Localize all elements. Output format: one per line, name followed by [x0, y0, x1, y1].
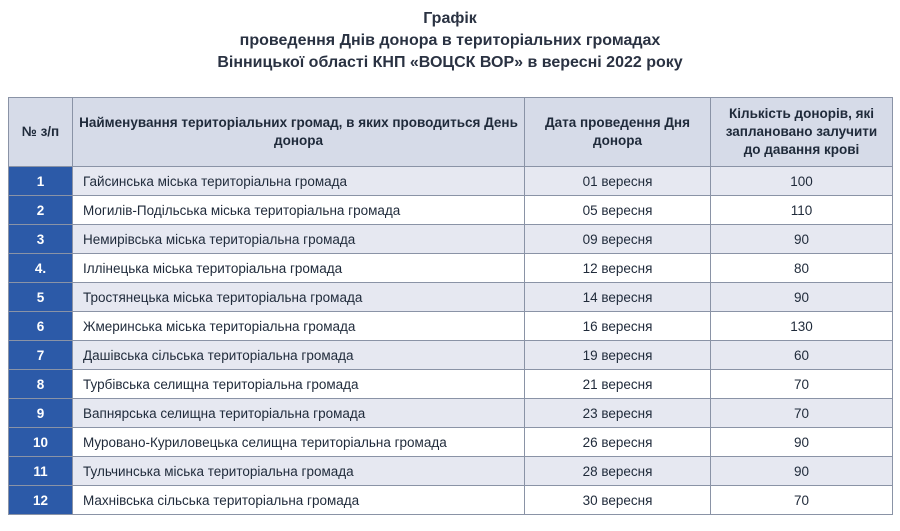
header-donor-count: Кількість донорів, які заплановано залучити до давання крові — [711, 98, 893, 167]
table-row — [9, 341, 893, 370]
row-donor-count: 70 — [711, 486, 893, 515]
table-header-row — [9, 98, 893, 167]
row-date: 14 вересня — [525, 283, 711, 312]
row-donor-count: 100 — [711, 167, 893, 196]
row-community-name: Іллінецька міська територіальна громада — [73, 254, 525, 283]
table-row — [9, 196, 893, 225]
row-date: 09 вересня — [525, 225, 711, 254]
table-row — [9, 254, 893, 283]
table-row — [9, 167, 893, 196]
row-community-name: Махнівська сільська територіальна громада — [73, 486, 525, 515]
row-date: 28 вересня — [525, 457, 711, 486]
schedule-table-wrapper — [8, 97, 892, 515]
table-row — [9, 225, 893, 254]
row-community-name: Муровано-Куриловецька селищна територіальна громада — [73, 428, 525, 457]
row-community-name: Гайсинська міська територіальна громада — [73, 167, 525, 196]
row-community-name: Вапнярська селищна територіальна громада — [73, 399, 525, 428]
row-community-name: Турбівська селищна територіальна громада — [73, 370, 525, 399]
row-number: 2 — [9, 196, 73, 225]
title-line-2: проведення Днів донора в територіальних громадах — [239, 32, 661, 49]
row-date: 26 вересня — [525, 428, 711, 457]
row-date: 19 вересня — [525, 341, 711, 370]
row-donor-count: 70 — [711, 370, 893, 399]
row-date: 21 вересня — [525, 370, 711, 399]
document-title — [0, 0, 900, 74]
row-donor-count: 90 — [711, 225, 893, 254]
row-community-name: Могилів-Подільська міська територіальна громада — [73, 196, 525, 225]
row-number: 6 — [9, 312, 73, 341]
header-number: № з/п — [9, 98, 73, 167]
row-number: 10 — [9, 428, 73, 457]
title-line-3: Вінницької області КНП «ВОЦСК ВОР» в вересні 2022 року — [217, 54, 683, 71]
row-number: 11 — [9, 457, 73, 486]
row-date: 30 вересня — [525, 486, 711, 515]
row-number: 3 — [9, 225, 73, 254]
row-donor-count: 130 — [711, 312, 893, 341]
title-line-1: Графік — [423, 10, 477, 27]
header-community-name: Найменування територіальних громад, в яких проводиться День донора — [73, 98, 525, 167]
row-donor-count: 90 — [711, 457, 893, 486]
row-community-name: Немирівська міська територіальна громада — [73, 225, 525, 254]
row-date: 01 вересня — [525, 167, 711, 196]
row-date: 23 вересня — [525, 399, 711, 428]
row-donor-count: 70 — [711, 399, 893, 428]
header-date: Дата проведення Дня донора — [525, 98, 711, 167]
table-row — [9, 283, 893, 312]
row-donor-count: 110 — [711, 196, 893, 225]
schedule-table — [8, 97, 893, 515]
table-row — [9, 457, 893, 486]
row-number: 8 — [9, 370, 73, 399]
row-number: 1 — [9, 167, 73, 196]
row-number: 7 — [9, 341, 73, 370]
row-number: 9 — [9, 399, 73, 428]
row-donor-count: 60 — [711, 341, 893, 370]
table-body — [9, 167, 893, 515]
row-date: 16 вересня — [525, 312, 711, 341]
row-community-name: Тульчинська міська територіальна громада — [73, 457, 525, 486]
row-donor-count: 80 — [711, 254, 893, 283]
table-row — [9, 486, 893, 515]
table-row — [9, 370, 893, 399]
row-number: 5 — [9, 283, 73, 312]
row-date: 12 вересня — [525, 254, 711, 283]
table-row — [9, 312, 893, 341]
row-number: 12 — [9, 486, 73, 515]
table-row — [9, 399, 893, 428]
table-row — [9, 428, 893, 457]
row-donor-count: 90 — [711, 428, 893, 457]
row-date: 05 вересня — [525, 196, 711, 225]
row-donor-count: 90 — [711, 283, 893, 312]
row-community-name: Дашівська сільська територіальна громада — [73, 341, 525, 370]
row-community-name: Тростянецька міська територіальна громада — [73, 283, 525, 312]
row-number: 4. — [9, 254, 73, 283]
row-community-name: Жмеринська міська територіальна громада — [73, 312, 525, 341]
